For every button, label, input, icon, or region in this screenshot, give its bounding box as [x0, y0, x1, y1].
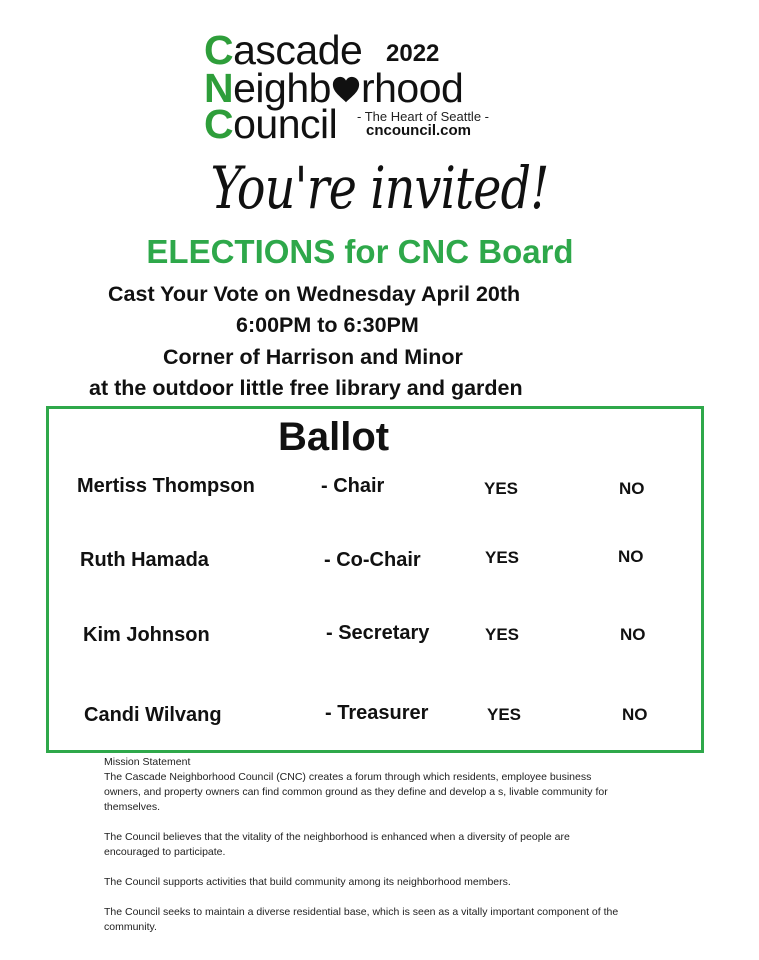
vote-yes-option[interactable]: YES	[487, 705, 522, 724]
candidate-name: Kim Johnson	[83, 624, 210, 646]
detail-location: Corner of Harrison and Minor	[163, 345, 463, 369]
vote-yes-option[interactable]: YES	[485, 625, 520, 644]
logo-initial-c2: C	[204, 101, 234, 147]
vote-yes-option[interactable]: YES	[485, 548, 520, 567]
mission-paragraph-2: The Council believes that the vitality of the neighborhood is enhanced when a diversity of people are encouraged to participate.	[104, 831, 570, 858]
detail-venue: at the outdoor little free library and garden	[89, 376, 523, 400]
detail-date: Cast Your Vote on Wednesday April 20th	[108, 282, 521, 306]
candidate-role: - Treasurer	[325, 702, 429, 724]
vote-no-option[interactable]: NO	[619, 479, 645, 498]
mission-heading: Mission Statement	[104, 756, 191, 768]
logo-initial-c: C	[204, 27, 234, 73]
election-headline: ELECTIONS for CNC Board	[146, 233, 574, 270]
logo-text-rhood: rhood	[360, 65, 464, 111]
candidate-role: - Chair	[321, 475, 385, 497]
detail-time: 6:00PM to 6:30PM	[236, 313, 419, 337]
candidate-name: Candi Wilvang	[84, 704, 222, 726]
vote-yes-option[interactable]: YES	[484, 479, 519, 498]
logo-text-council: ouncil	[233, 101, 338, 147]
logo-text-neighb: eighb	[233, 65, 331, 111]
logo-text-cascade: ascade	[233, 27, 363, 73]
invite-heading: You're invited!	[210, 154, 549, 222]
candidate-name: Mertiss Thompson	[77, 475, 255, 497]
mission-paragraph-4: The Council seeks to maintain a diverse residential base, which is seen as a vitally important component of the community.	[104, 906, 619, 933]
candidate-name: Ruth Hamada	[80, 549, 209, 571]
logo-initial-n: N	[204, 65, 234, 111]
vote-no-option[interactable]: NO	[620, 625, 646, 644]
logo-tagline: - The Heart of Seattle -	[357, 109, 489, 124]
mission-statement	[104, 755, 624, 935]
mission-paragraph-1: The Cascade Neighborhood Council (CNC) creates a forum through which residents, employee business owners, and property owners can find common ground as they define and develop a s, livable community for themselves.	[104, 771, 608, 813]
vote-no-option[interactable]: NO	[618, 547, 644, 566]
logo-line-council	[204, 101, 338, 147]
candidate-role: - Co-Chair	[324, 549, 421, 571]
logo-year: 2022	[386, 40, 440, 67]
logo-website: cncouncil.com	[366, 122, 472, 139]
ballot-title: Ballot	[278, 415, 390, 459]
vote-no-option[interactable]: NO	[622, 705, 648, 724]
mission-paragraph-3: The Council supports activities that build community among its neighborhood members.	[104, 876, 511, 888]
ballot-box	[46, 406, 704, 753]
candidate-role: - Secretary	[326, 622, 430, 644]
